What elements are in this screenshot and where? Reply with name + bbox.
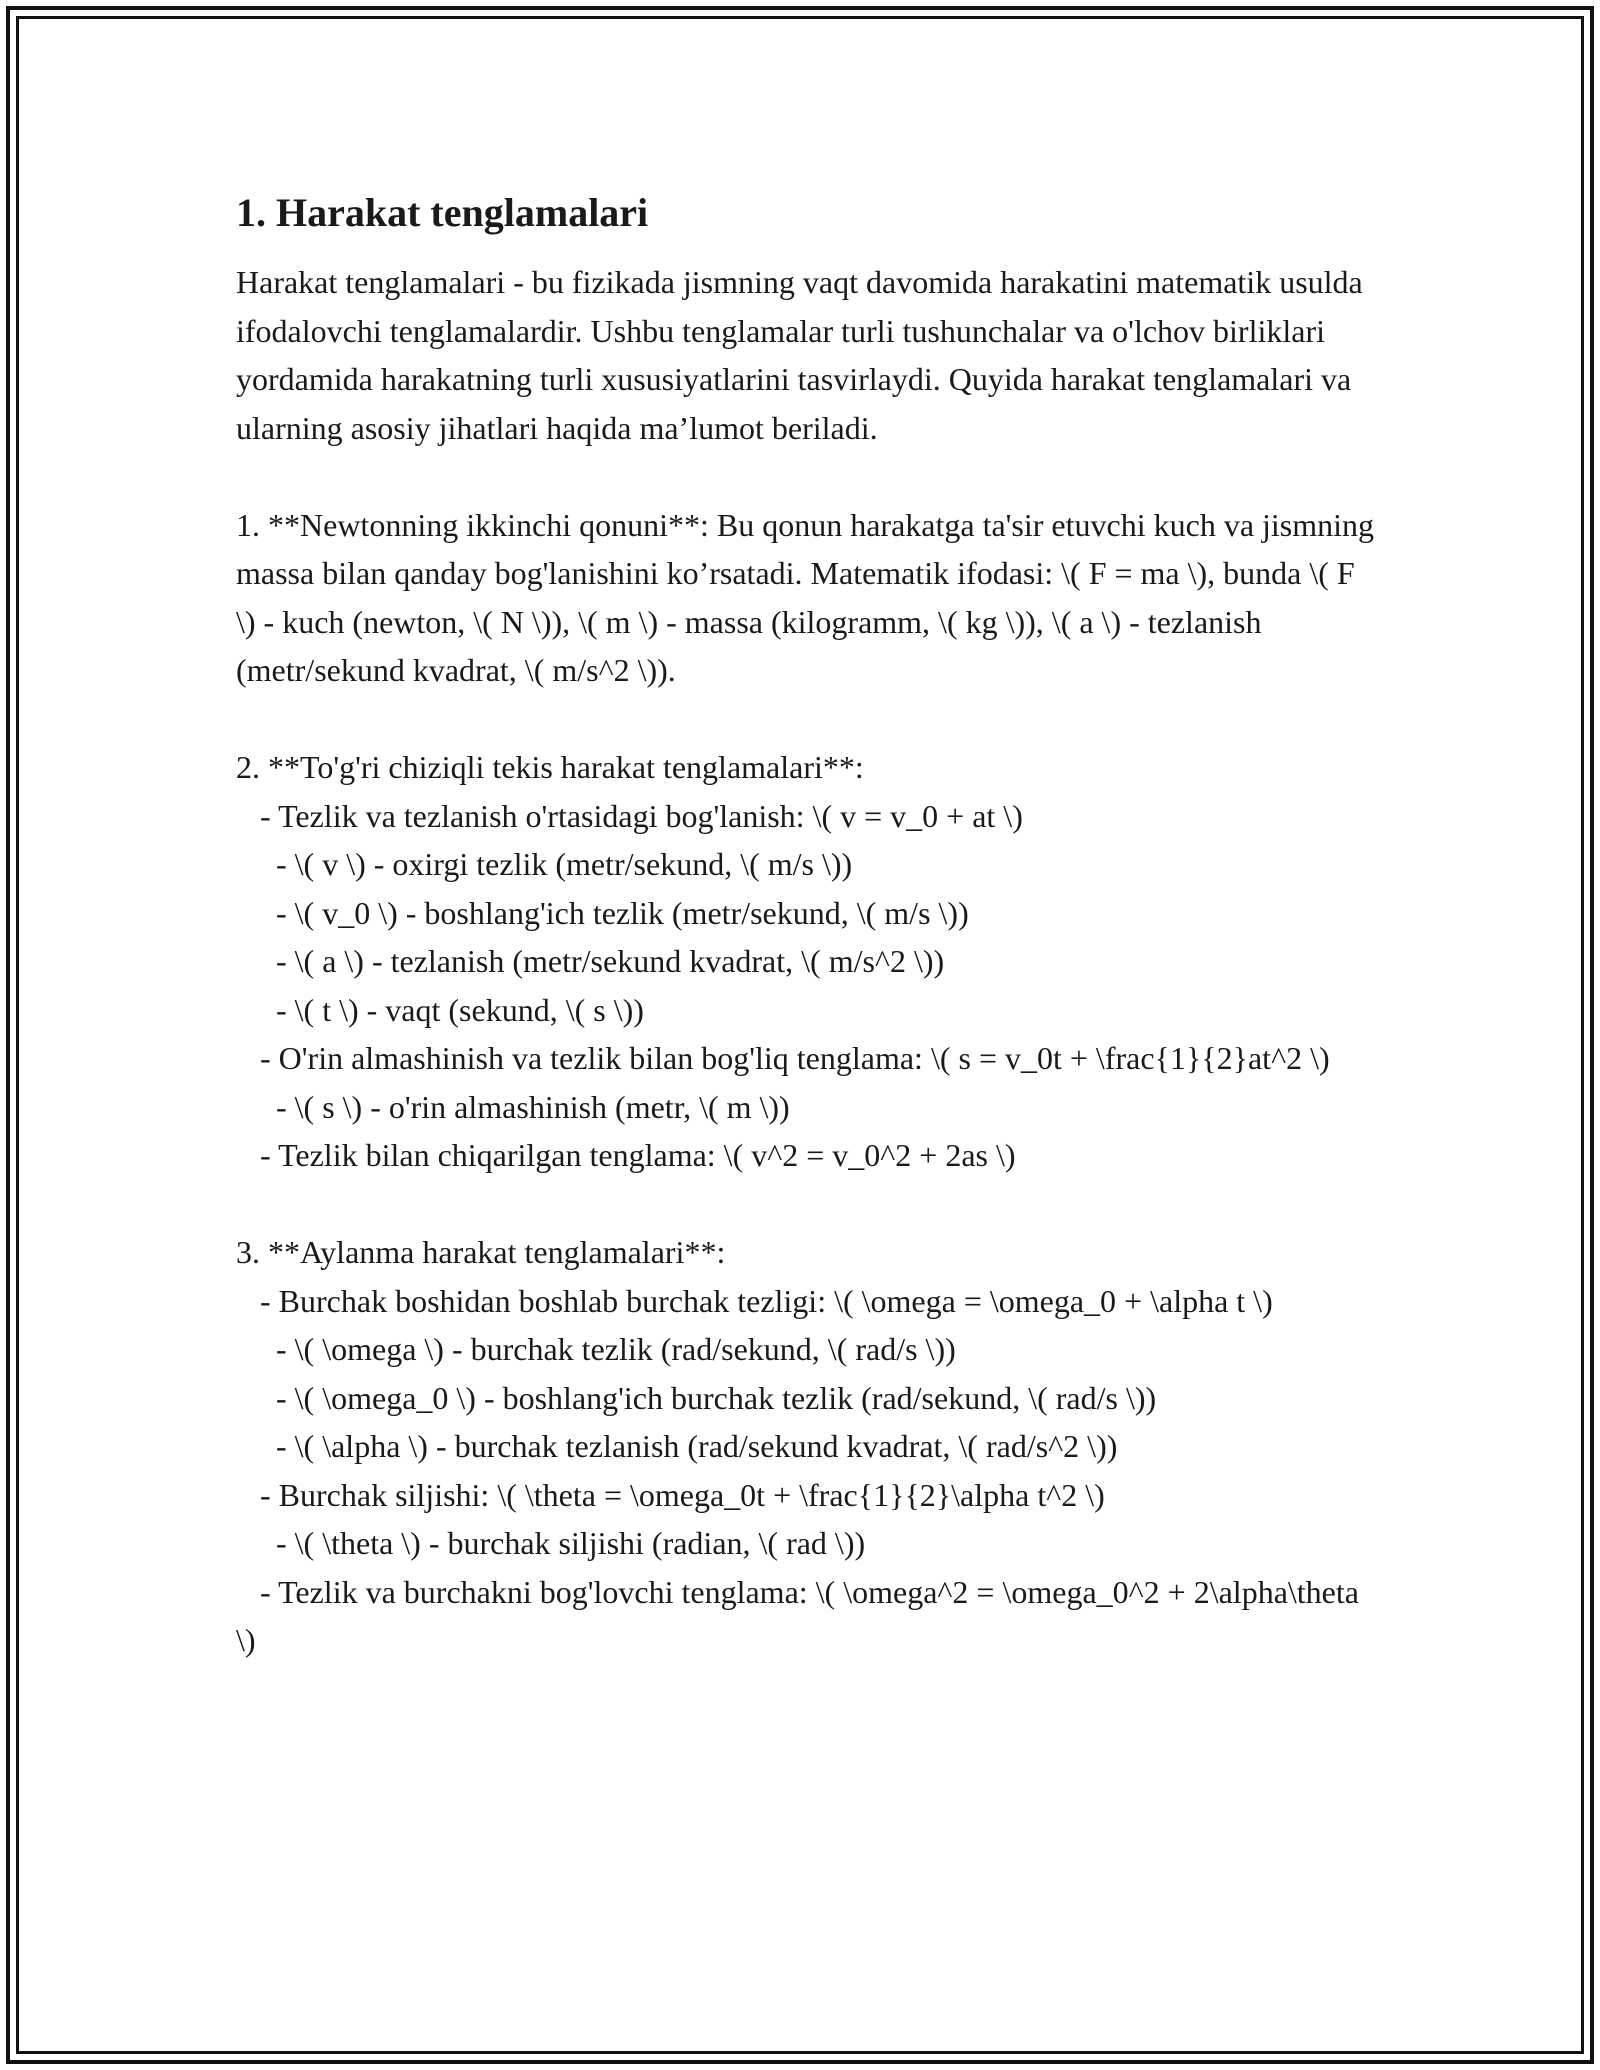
paragraph-gap [236, 695, 1376, 744]
rotational-motion-paragraph: 3. **Aylanma harakat tenglamalari**: - Burchak boshidan boshlab burchak tezligi: \( \omega = \omega_0 + \alpha t \) - \( \omega \) - burchak tezlik (rad/sekund, \( rad/s \)) - \( \omega_0 \) - boshlang'ich burchak tezlik (rad/sekund, \( rad/s \)) - \( \alpha \) - burchak tezlanish (rad/sekund kvadrat, \( rad/s^2 \)) - Burchak siljishi: \( \theta = \omega_0t + \frac{1}{2}\alpha t^2 \) - \( \theta \) - burchak siljishi (radian, \( rad \)) - Tezlik va burchakni bog'lovchi tenglama: \( \omega^2 = \omega_0^2 + 2\alpha\theta \) [236, 1234, 1359, 1658]
newton-law-paragraph: 1. **Newtonning ikkinchi qonuni**: Bu qonun harakatga ta'sir etuvchi kuch va jismning massa bilan qanday bog'lanishini ko’rsatadi. Matematik ifodasi: \( F = ma \), bunda \( F \) - kuch (newton, \( N \)), \( m \) - massa (kilogramm, \( kg \)), \( a \) - tezlanish (metr/sekund kvadrat, \( m/s^2 \)). [236, 506, 1383, 688]
linear-motion-paragraph: 2. **To'g'ri chiziqli tekis harakat tenglamalari**: - Tezlik va tezlanish o'rtasidagi bog'lanish: \( v = v_0 + at \) - \( v \) - oxirgi tezlik (metr/sekund, \( m/s \)) - \( v_0 \) - boshlang'ich tezlik (metr/sekund, \( m/s \)) - \( a \) - tezlanish (metr/sekund kvadrat, \( m/s^2 \)) - \( t \) - vaqt (sekund, \( s \)) - O'rin almashinish va tezlik bilan bog'liq tenglama: \( s = v_0t + \frac{1}{2}at^2 \) - \( s \) - o'rin almashinish (metr, \( m \)) - Tezlik bilan chiqarilgan tenglama: \( v^2 = v_0^2 + 2as \) [236, 749, 1330, 1173]
intro-paragraph: Harakat tenglamalari - bu fizikada jismning vaqt davomida harakatini matematik usulda ifodalovchi tenglamalardir. Ushbu tenglamalar turli tushunchalar va o'lchov birliklari yordamida harakatning turli xususiyatlarini tasvirlaydi. Quyida harakat tenglamalari va ularning asosiy jihatlari haqida ma’lumot beriladi. [236, 264, 1371, 446]
paragraph-gap [236, 452, 1376, 501]
document-body [236, 182, 1383, 1665]
section-heading: 1. Harakat tenglamalari [236, 190, 649, 235]
paragraph-gap [236, 1180, 1376, 1229]
